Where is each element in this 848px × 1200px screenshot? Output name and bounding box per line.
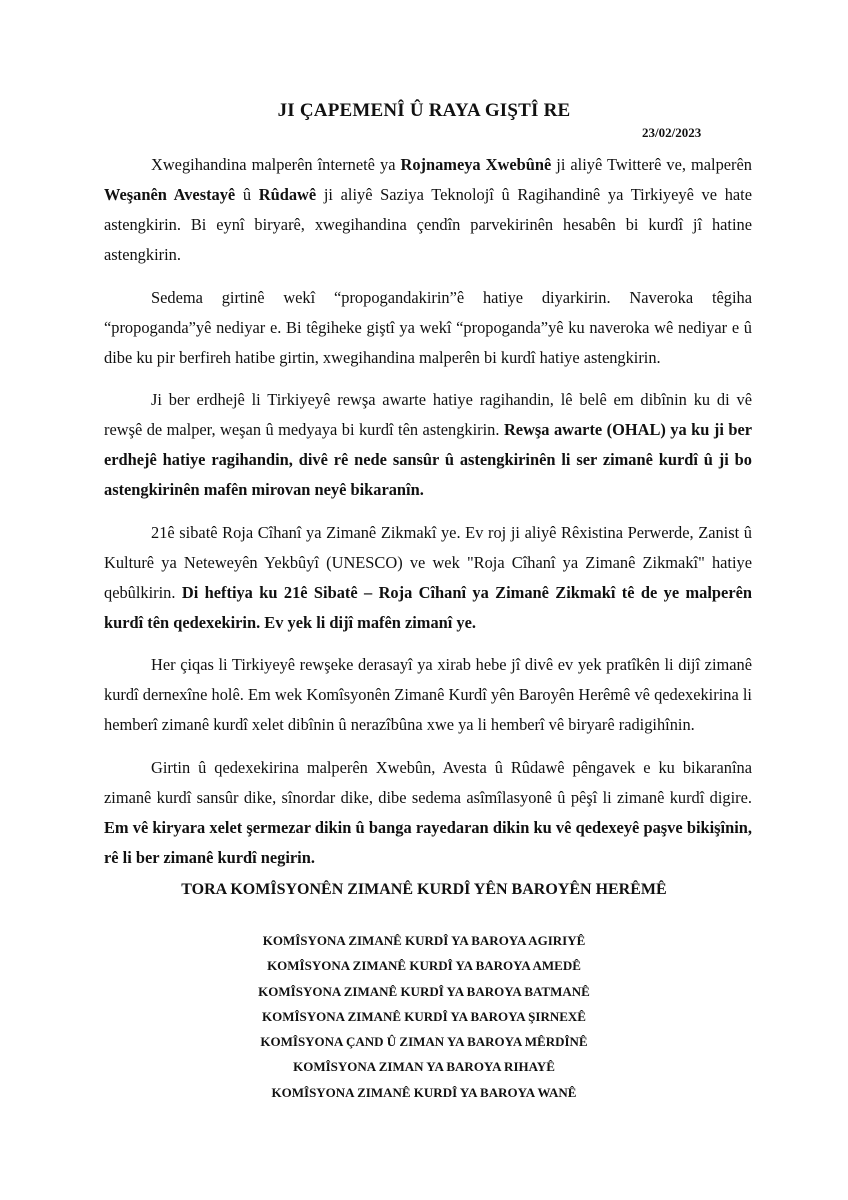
paragraph [104, 753, 752, 873]
bold-text-run: Rojnameya Xwebûnê [400, 155, 552, 174]
document-body [104, 150, 752, 885]
bold-text-run: Di heftiya ku 21ê Sibatê – Roja Cîhanî ya Zimanê Zikmakî tê de ye malperên kurdî tên qedexekirin. Ev yek li dijî mafên zimanî ye. [104, 582, 752, 632]
text-run: 21ê sibatê Roja Cîhanî ya Zimanê Zikmakî ye. Ev roj ji aliyê Rêxistina Perwerde, Zanist û Kulturê ya Neteweyên Yekbûyî (UNESCO) ve wek "Roja Cîhanî ya Zimanê Zikmakî" hatiye qebûlkirin. [104, 522, 752, 602]
paragraph [104, 283, 752, 373]
network-title: TORA KOMÎSYONÊN ZIMANÊ KURDÎ YÊN BAROYÊN HERÊMÊ [181, 881, 667, 898]
bold-text-run: Weşanên Avestayê [104, 185, 236, 204]
committee-item: KOMÎSYONA ZIMANÊ KURDÎ YA BAROYA BATMANÊ [258, 983, 590, 999]
text-run: Girtin û qedexekirina malperên Xwebûn, Avesta û Rûdawê pêngavek e ku bikaranîna zimanê kurdî sansûr dike, sînordar dike, dibe sedema asîmîlasyonê û pêşî li zimanê kurdî digire. [104, 757, 752, 807]
document-date: 23/02/2023 [642, 125, 702, 140]
text-run: Her çiqas li Tirkiyeyê rewşeke derasayî ya xirab hebe jî divê ev yek pratîkên li dijî zimanê kurdî dernexîne holê. Em wek Komîsyonên Zimanê Kurdî yên Baroyên Herêmê vê qedexekirina li hemberî zimanê kurdî xelet dibînin û nerazîbûna xwe ya li hemberî vê biryarê radigihînin. [104, 655, 752, 734]
committee-item: KOMÎSYONA ZIMANÊ KURDÎ YA BAROYA ŞIRNEXÊ [262, 1008, 586, 1024]
text-run: ji aliyê Twitterê ve, malperên [551, 155, 752, 174]
committee-item: KOMÎSYONA ZIMANÊ KURDÎ YA BAROYA AGIRIYÊ [262, 933, 586, 948]
bold-text-run: Em vê kiryara xelet şermezar dikin û banga rayedaran dikin ku vê qedexeyê paşve bikişînin, rê li ber zimanê kurdî negirin. [104, 817, 752, 867]
paragraph [104, 385, 752, 505]
bold-text-run: Rûdawê [258, 185, 317, 204]
text-run: Sedema girtinê wekî “propogandakirin”ê hatiye diyarkirin. Naveroka têgiha “propoganda”yê nediyar e. Bi têgiheke giştî ya wekî “propoganda”yê ku naveroka wê nediyar e û dibe ku pir berfireh hatibe girtin, xwegihandina malperên bi kurdî hatiye astengkirin. [104, 287, 752, 367]
text-run: û [235, 185, 259, 204]
committee-item: KOMÎSYONA ZIMANÊ KURDÎ YA BAROYA WANÊ [271, 1084, 577, 1100]
text-run: Xwegihandina malperên înternetê ya [151, 155, 401, 174]
committee-item: KOMÎSYONA ZIMAN YA BAROYA RIHAYÊ [293, 1059, 555, 1075]
text-run: ji aliyê Saziya Teknolojî û Ragihandinê ya Tirkiyeyê ve hate astengkirin. Bi eynî biryarê, xwegihandina çendîn parvekirinên hesabên bi kurdî jî hatine astengkirin. [104, 185, 752, 264]
paragraph [104, 650, 752, 740]
committee-item: KOMÎSYONA ÇAND Û ZIMAN YA BAROYA MÊRDÎNÊ [260, 1034, 588, 1050]
paragraph [104, 518, 752, 638]
text-run: Ji ber erdhejê li Tirkiyeyê rewşa awarte hatiye ragihandin, lê belê em dibînin ku di vê rewşê de malper, weşan û medyaya bi kurdî tên astengkirin. [104, 390, 752, 439]
committee-list [0, 928, 848, 1105]
paragraph [104, 150, 752, 270]
bold-text-run: Rewşa awarte (OHAL) ya ku ji ber erdhejê hatiye ragihandin, divê rê nede sansûr û astengkirinên li ser zimanê kurdî û ji bo astengkirinên mafên mirovan neyê bikaranîn. [104, 420, 753, 499]
committee-item: KOMÎSYONA ZIMANÊ KURDÎ YA BAROYA AMEDÊ [267, 958, 581, 974]
document-title: JI ÇAPEMENÎ Û RAYA GIŞTÎ RE [277, 100, 571, 121]
